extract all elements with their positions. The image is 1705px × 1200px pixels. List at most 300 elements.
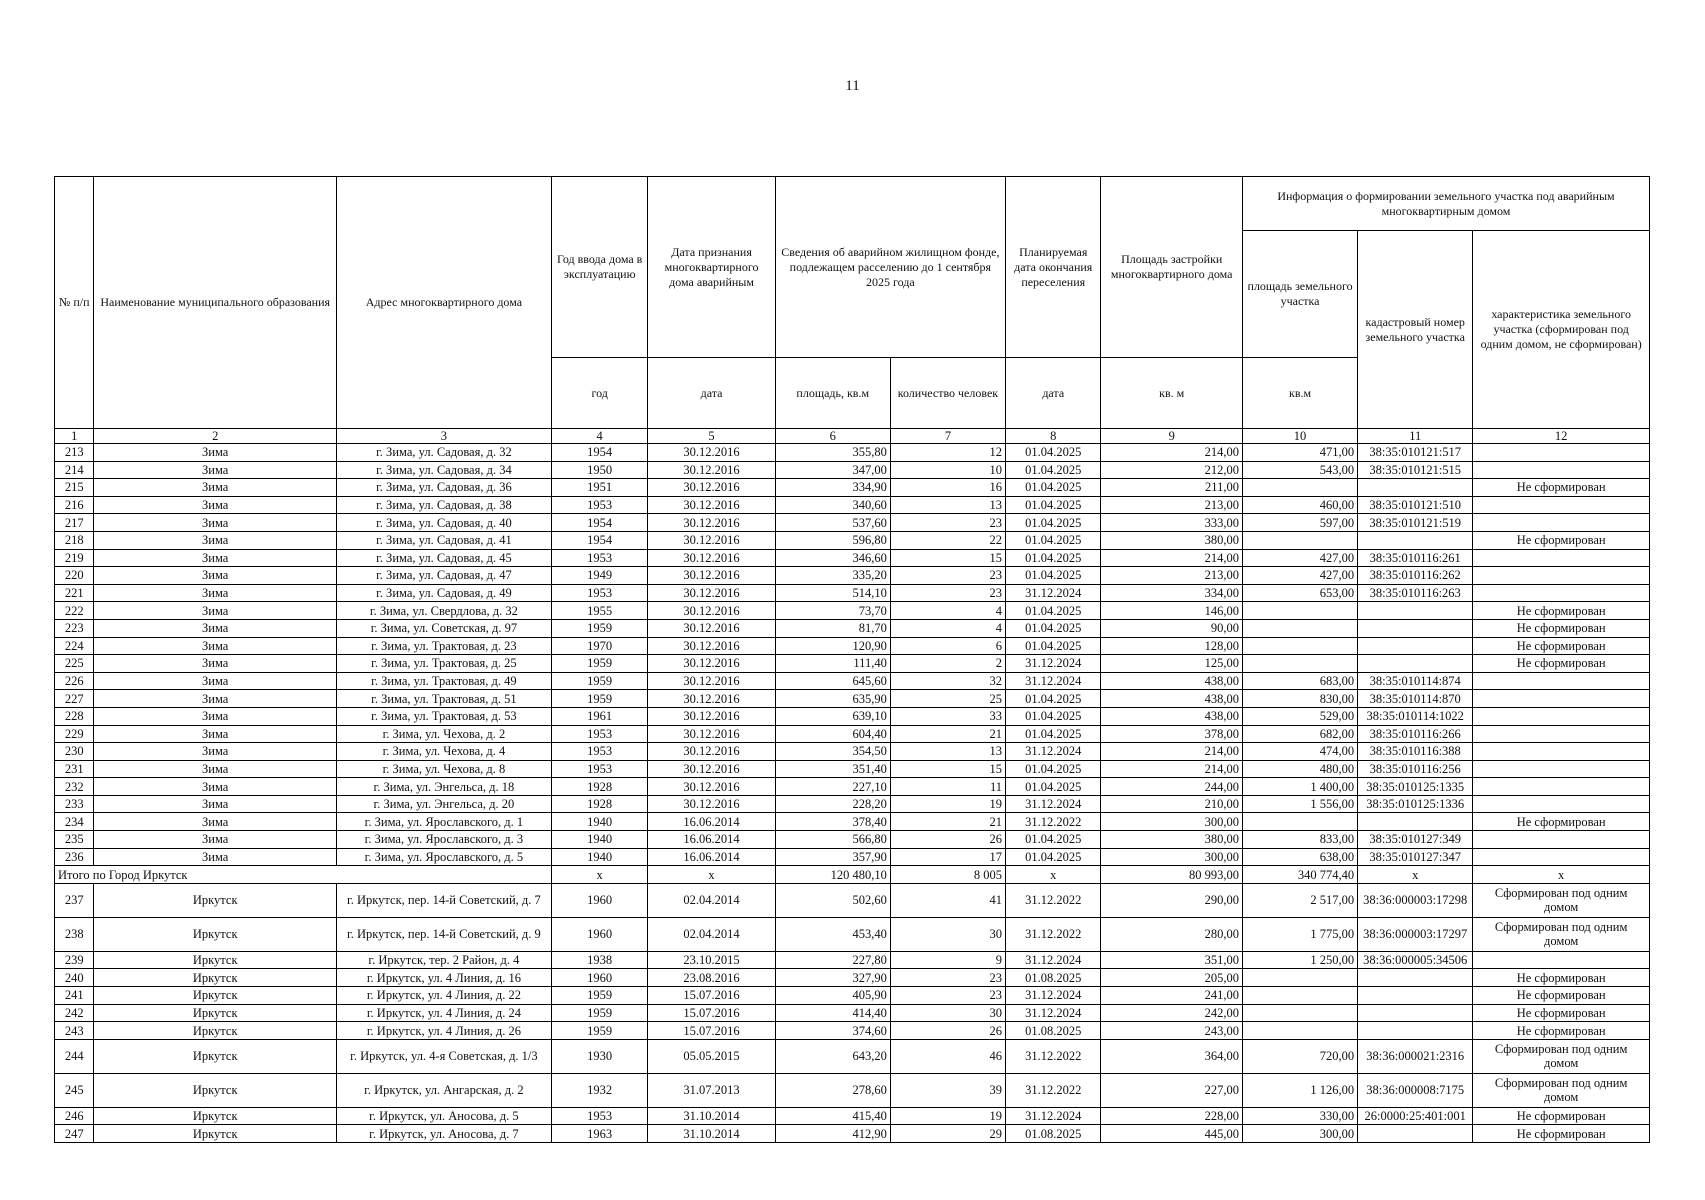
cell-building-area: 380,00: [1101, 531, 1243, 549]
cell-land-area: 830,00: [1242, 690, 1357, 708]
cell-recognition-date: 16.06.2014: [648, 813, 775, 831]
cell-land-area: [1242, 531, 1357, 549]
table-row: [55, 444, 1650, 462]
cell-people: 30: [890, 917, 1005, 951]
cell-planned-date: 31.12.2022: [1006, 917, 1101, 951]
cell-people: 19: [890, 795, 1005, 813]
cell-area: 374,60: [775, 1022, 890, 1040]
table-row: [55, 690, 1650, 708]
cell-land-area: 638,00: [1242, 848, 1357, 866]
column-number: 5: [648, 429, 775, 444]
cell-address: г. Зима, ул. Ярославского, д. 1: [336, 813, 551, 831]
cell-building-area: 290,00: [1101, 883, 1243, 917]
cell-year: 1960: [551, 969, 648, 987]
cell-land-area: 471,00: [1242, 444, 1357, 462]
cell-address: г. Иркутск, ул. 4 Линия, д. 26: [336, 1022, 551, 1040]
cell-people: 9: [890, 951, 1005, 969]
cell-planned-date: 31.12.2024: [1006, 1004, 1101, 1022]
cell-people: 15: [890, 760, 1005, 778]
cell-address: г. Зима, ул. Чехова, д. 4: [336, 743, 551, 761]
table-row: [55, 567, 1650, 585]
header-municipality: Наименование муниципального образования: [94, 177, 336, 429]
table-row: [55, 725, 1650, 743]
cell-planned-date: 31.12.2024: [1006, 743, 1101, 761]
cell-cadastral: [1358, 637, 1473, 655]
cell-area: 357,90: [775, 848, 890, 866]
cell-people: 19: [890, 1107, 1005, 1125]
cell-municipality: Зима: [94, 690, 336, 708]
cell-planned-date: 01.04.2025: [1006, 549, 1101, 567]
header-land-info: Информация о формировании земельного участка под аварийным многоквартирным домом: [1242, 177, 1649, 231]
cell-municipality: Зима: [94, 514, 336, 532]
cell-building-area: 300,00: [1101, 813, 1243, 831]
cell-recognition-date: 30.12.2016: [648, 496, 775, 514]
cell-building-area: 213,00: [1101, 496, 1243, 514]
cell-municipality: Иркутск: [94, 987, 336, 1005]
cell-address: г. Зима, ул. Садовая, д. 45: [336, 549, 551, 567]
cell-cadastral: 38:35:010116:262: [1358, 567, 1473, 585]
cell-recognition-date: 30.12.2016: [648, 567, 775, 585]
cell-area: 278,60: [775, 1073, 890, 1107]
table-row: [55, 917, 1650, 951]
cell-land-area: [1242, 602, 1357, 620]
cell-recognition-date: 30.12.2016: [648, 531, 775, 549]
cell-address: г. Зима, ул. Садовая, д. 41: [336, 531, 551, 549]
cell-municipality: Иркутск: [94, 883, 336, 917]
cell-land-char: Не сформирован: [1473, 602, 1650, 620]
cell-year: 1959: [551, 690, 648, 708]
cell-area: 414,40: [775, 1004, 890, 1022]
cell-planned-date: 01.04.2025: [1006, 602, 1101, 620]
cell-land-char: Не сформирован: [1473, 987, 1650, 1005]
cell-municipality: Зима: [94, 496, 336, 514]
cell-cadastral: 38:35:010114:870: [1358, 690, 1473, 708]
column-number: 11: [1358, 429, 1473, 444]
cell-area: 228,20: [775, 795, 890, 813]
cell-cadastral: [1358, 969, 1473, 987]
cell-people: 13: [890, 743, 1005, 761]
header-planned-date: Планируемая дата окончания переселения: [1006, 177, 1101, 358]
cell-land-area: [1242, 987, 1357, 1005]
cell-year: 1949: [551, 567, 648, 585]
cell-people: 21: [890, 813, 1005, 831]
cell-building-area: 214,00: [1101, 743, 1243, 761]
cell-land-char: [1473, 951, 1650, 969]
cell-row-num: 244: [55, 1039, 94, 1073]
emergency-housing-table: [54, 176, 1650, 1143]
column-number: 9: [1101, 429, 1243, 444]
cell-cadastral: 38:35:010114:874: [1358, 672, 1473, 690]
cell-address: г. Зима, ул. Ярославского, д. 3: [336, 831, 551, 849]
cell-building-area: 214,00: [1101, 444, 1243, 462]
cell-row-num: 246: [55, 1107, 94, 1125]
table-row: [55, 531, 1650, 549]
cell-building-area: 351,00: [1101, 951, 1243, 969]
cell-planned-date: 01.04.2025: [1006, 479, 1101, 497]
cell-building-area: 438,00: [1101, 707, 1243, 725]
cell-people: 15: [890, 549, 1005, 567]
column-number: 12: [1473, 429, 1650, 444]
cell-land-char: Не сформирован: [1473, 1125, 1650, 1143]
cell-land-char: [1473, 725, 1650, 743]
cell-area: 346,60: [775, 549, 890, 567]
cell-building-area: 243,00: [1101, 1022, 1243, 1040]
cell-land-area: [1242, 479, 1357, 497]
cell-people: 16: [890, 479, 1005, 497]
table-row: [55, 987, 1650, 1005]
total-row: [55, 866, 1650, 884]
cell-row-num: 232: [55, 778, 94, 796]
cell-people: 23: [890, 987, 1005, 1005]
cell-building-area: 242,00: [1101, 1004, 1243, 1022]
cell-row-num: 217: [55, 514, 94, 532]
unit-sqm: кв. м: [1101, 358, 1243, 429]
cell-planned-date: 01.04.2025: [1006, 725, 1101, 743]
cell-row-num: 241: [55, 987, 94, 1005]
cell-building-area: 146,00: [1101, 602, 1243, 620]
cell-address: г. Зима, ул. Трактовая, д. 23: [336, 637, 551, 655]
cell-land-char: [1473, 549, 1650, 567]
column-number: 8: [1006, 429, 1101, 444]
cell-year: 1959: [551, 655, 648, 673]
column-number: 6: [775, 429, 890, 444]
cell-municipality: Зима: [94, 672, 336, 690]
cell-planned-date: 01.04.2025: [1006, 690, 1101, 708]
cell-area: 120,90: [775, 637, 890, 655]
cell-planned-date: 01.04.2025: [1006, 760, 1101, 778]
cell-municipality: Иркутск: [94, 1039, 336, 1073]
header-land-area: площадь земельного участка: [1242, 231, 1357, 358]
cell-cadastral: 38:35:010125:1335: [1358, 778, 1473, 796]
cell-row-num: 234: [55, 813, 94, 831]
cell-land-char: [1473, 778, 1650, 796]
cell-cadastral: [1358, 1004, 1473, 1022]
cell-building-area: 380,00: [1101, 831, 1243, 849]
cell-planned-date: 01.04.2025: [1006, 444, 1101, 462]
cell-area: 111,40: [775, 655, 890, 673]
cell-address: г. Зима, ул. Энгельса, д. 20: [336, 795, 551, 813]
cell-recognition-date: 30.12.2016: [648, 760, 775, 778]
cell-area: 340,60: [775, 496, 890, 514]
cell-municipality: Иркутск: [94, 1022, 336, 1040]
cell-cadastral: 38:35:010116:263: [1358, 584, 1473, 602]
cell-area: 227,80: [775, 951, 890, 969]
cell-recognition-date: 31.07.2013: [648, 1073, 775, 1107]
table-row: [55, 672, 1650, 690]
cell-municipality: Иркутск: [94, 917, 336, 951]
total-recognition-date: x: [648, 866, 775, 884]
cell-recognition-date: 30.12.2016: [648, 795, 775, 813]
table-row: [55, 1073, 1650, 1107]
cell-planned-date: 31.12.2024: [1006, 655, 1101, 673]
cell-recognition-date: 30.12.2016: [648, 725, 775, 743]
cell-planned-date: 01.04.2025: [1006, 496, 1101, 514]
cell-people: 32: [890, 672, 1005, 690]
cell-building-area: 214,00: [1101, 760, 1243, 778]
cell-address: г. Зима, ул. Чехова, д. 2: [336, 725, 551, 743]
cell-land-area: 1 126,00: [1242, 1073, 1357, 1107]
cell-area: 596,80: [775, 531, 890, 549]
cell-building-area: 333,00: [1101, 514, 1243, 532]
cell-land-area: 480,00: [1242, 760, 1357, 778]
cell-year: 1970: [551, 637, 648, 655]
column-number: 2: [94, 429, 336, 444]
cell-recognition-date: 30.12.2016: [648, 444, 775, 462]
cell-area: 73,70: [775, 602, 890, 620]
cell-address: г. Зима, ул. Советская, д. 97: [336, 619, 551, 637]
cell-row-num: 220: [55, 567, 94, 585]
cell-year: 1932: [551, 1073, 648, 1107]
cell-area: 415,40: [775, 1107, 890, 1125]
cell-year: 1940: [551, 831, 648, 849]
cell-building-area: 210,00: [1101, 795, 1243, 813]
cell-land-area: 597,00: [1242, 514, 1357, 532]
cell-recognition-date: 15.07.2016: [648, 1004, 775, 1022]
cell-municipality: Иркутск: [94, 1073, 336, 1107]
header-land-char: характеристика земельного участка (сформирован под одним домом, не сформирован): [1473, 231, 1650, 429]
cell-recognition-date: 02.04.2014: [648, 883, 775, 917]
cell-area: 639,10: [775, 707, 890, 725]
cell-area: 604,40: [775, 725, 890, 743]
cell-land-area: 683,00: [1242, 672, 1357, 690]
cell-cadastral: 38:35:010121:510: [1358, 496, 1473, 514]
cell-cadastral: 38:36:000008:7175: [1358, 1073, 1473, 1107]
cell-row-num: 224: [55, 637, 94, 655]
cell-cadastral: [1358, 602, 1473, 620]
cell-land-area: 427,00: [1242, 567, 1357, 585]
cell-cadastral: 38:36:000005:34506: [1358, 951, 1473, 969]
cell-land-char: [1473, 690, 1650, 708]
cell-municipality: Иркутск: [94, 969, 336, 987]
cell-cadastral: [1358, 987, 1473, 1005]
cell-year: 1959: [551, 1022, 648, 1040]
cell-land-area: [1242, 1004, 1357, 1022]
cell-municipality: Иркутск: [94, 1125, 336, 1143]
table-row: [55, 1004, 1650, 1022]
unit-sqm-land: кв.м: [1242, 358, 1357, 429]
cell-building-area: 445,00: [1101, 1125, 1243, 1143]
cell-building-area: 214,00: [1101, 549, 1243, 567]
cell-recognition-date: 30.12.2016: [648, 743, 775, 761]
total-land-char: x: [1473, 866, 1650, 884]
cell-land-char: [1473, 444, 1650, 462]
cell-municipality: Зима: [94, 531, 336, 549]
cell-people: 13: [890, 496, 1005, 514]
table-row: [55, 951, 1650, 969]
cell-people: 22: [890, 531, 1005, 549]
total-planned-date: x: [1006, 866, 1101, 884]
cell-area: 378,40: [775, 813, 890, 831]
cell-land-char: Не сформирован: [1473, 1004, 1650, 1022]
unit-year: год: [551, 358, 648, 429]
table-row: [55, 795, 1650, 813]
cell-land-char: [1473, 567, 1650, 585]
cell-recognition-date: 15.07.2016: [648, 987, 775, 1005]
header-address: Адрес многоквартирного дома: [336, 177, 551, 429]
total-people: 8 005: [890, 866, 1005, 884]
cell-planned-date: 31.12.2024: [1006, 1107, 1101, 1125]
cell-planned-date: 01.04.2025: [1006, 848, 1101, 866]
cell-address: г. Зима, ул. Энгельса, д. 18: [336, 778, 551, 796]
cell-planned-date: 31.12.2022: [1006, 883, 1101, 917]
table-row: [55, 479, 1650, 497]
cell-planned-date: 01.08.2025: [1006, 1125, 1101, 1143]
table-row: [55, 778, 1650, 796]
cell-land-char: Не сформирован: [1473, 637, 1650, 655]
cell-building-area: 205,00: [1101, 969, 1243, 987]
cell-people: 23: [890, 584, 1005, 602]
table-row: [55, 883, 1650, 917]
cell-recognition-date: 30.12.2016: [648, 584, 775, 602]
cell-municipality: Зима: [94, 619, 336, 637]
cell-area: 502,60: [775, 883, 890, 917]
cell-land-char: Не сформирован: [1473, 619, 1650, 637]
cell-row-num: 230: [55, 743, 94, 761]
header-cadastral: кадастровый номер земельного участка: [1358, 231, 1473, 429]
cell-recognition-date: 30.12.2016: [648, 479, 775, 497]
cell-year: 1960: [551, 917, 648, 951]
header-recognition-date: Дата признания многоквартирного дома аварийным: [648, 177, 775, 358]
cell-recognition-date: 30.12.2016: [648, 690, 775, 708]
cell-row-num: 226: [55, 672, 94, 690]
cell-land-char: [1473, 795, 1650, 813]
column-number-row: [55, 429, 1650, 444]
cell-building-area: 128,00: [1101, 637, 1243, 655]
cell-people: 30: [890, 1004, 1005, 1022]
cell-building-area: 334,00: [1101, 584, 1243, 602]
table-row: [55, 584, 1650, 602]
cell-year: 1940: [551, 848, 648, 866]
cell-municipality: Зима: [94, 602, 336, 620]
cell-land-char: Сформирован под одним домом: [1473, 883, 1650, 917]
cell-cadastral: 38:36:000003:17298: [1358, 883, 1473, 917]
cell-year: 1954: [551, 531, 648, 549]
cell-people: 4: [890, 602, 1005, 620]
cell-recognition-date: 23.08.2016: [648, 969, 775, 987]
cell-land-char: Не сформирован: [1473, 655, 1650, 673]
cell-address: г. Зима, ул. Садовая, д. 32: [336, 444, 551, 462]
cell-year: 1953: [551, 743, 648, 761]
cell-land-char: [1473, 584, 1650, 602]
cell-year: 1950: [551, 461, 648, 479]
cell-cadastral: 38:35:010127:347: [1358, 848, 1473, 866]
total-area: 120 480,10: [775, 866, 890, 884]
cell-people: 23: [890, 567, 1005, 585]
table-body: [55, 429, 1650, 1143]
cell-people: 23: [890, 969, 1005, 987]
cell-municipality: Зима: [94, 567, 336, 585]
cell-year: 1953: [551, 549, 648, 567]
cell-address: г. Зима, ул. Трактовая, д. 53: [336, 707, 551, 725]
cell-land-area: [1242, 969, 1357, 987]
cell-municipality: Зима: [94, 743, 336, 761]
cell-municipality: Зима: [94, 655, 336, 673]
cell-land-char: [1473, 496, 1650, 514]
cell-year: 1953: [551, 496, 648, 514]
cell-building-area: 212,00: [1101, 461, 1243, 479]
cell-municipality: Зима: [94, 725, 336, 743]
page-number: 11: [845, 78, 860, 94]
cell-people: 25: [890, 690, 1005, 708]
table-row: [55, 549, 1650, 567]
cell-recognition-date: 02.04.2014: [648, 917, 775, 951]
cell-planned-date: 01.04.2025: [1006, 778, 1101, 796]
cell-address: г. Иркутск, тер. 2 Район, д. 4: [336, 951, 551, 969]
cell-land-char: Не сформирован: [1473, 1022, 1650, 1040]
cell-address: г. Иркутск, ул. 4 Линия, д. 16: [336, 969, 551, 987]
cell-building-area: 90,00: [1101, 619, 1243, 637]
column-number: 4: [551, 429, 648, 444]
cell-planned-date: 01.08.2025: [1006, 1022, 1101, 1040]
cell-land-area: [1242, 619, 1357, 637]
cell-year: 1928: [551, 778, 648, 796]
cell-people: 21: [890, 725, 1005, 743]
cell-row-num: 245: [55, 1073, 94, 1107]
cell-building-area: 364,00: [1101, 1039, 1243, 1073]
cell-row-num: 236: [55, 848, 94, 866]
cell-municipality: Зима: [94, 778, 336, 796]
cell-cadastral: 38:35:010125:1336: [1358, 795, 1473, 813]
cell-land-area: [1242, 655, 1357, 673]
cell-row-num: 229: [55, 725, 94, 743]
cell-recognition-date: 16.06.2014: [648, 848, 775, 866]
cell-planned-date: 01.04.2025: [1006, 637, 1101, 655]
cell-land-area: 300,00: [1242, 1125, 1357, 1143]
cell-year: 1959: [551, 987, 648, 1005]
cell-row-num: 239: [55, 951, 94, 969]
cell-address: г. Зима, ул. Трактовая, д. 51: [336, 690, 551, 708]
cell-building-area: 227,00: [1101, 1073, 1243, 1107]
cell-municipality: Зима: [94, 831, 336, 849]
cell-year: 1963: [551, 1125, 648, 1143]
cell-row-num: 215: [55, 479, 94, 497]
cell-planned-date: 01.04.2025: [1006, 514, 1101, 532]
total-year: x: [551, 866, 648, 884]
cell-cadastral: 38:35:010127:349: [1358, 831, 1473, 849]
cell-year: 1940: [551, 813, 648, 831]
table-row: [55, 637, 1650, 655]
cell-land-char: Сформирован под одним домом: [1473, 1073, 1650, 1107]
cell-year: 1961: [551, 707, 648, 725]
table-row: [55, 496, 1650, 514]
cell-people: 39: [890, 1073, 1005, 1107]
total-building-area: 80 993,00: [1101, 866, 1243, 884]
cell-land-area: 833,00: [1242, 831, 1357, 849]
cell-year: 1953: [551, 760, 648, 778]
cell-people: 10: [890, 461, 1005, 479]
cell-municipality: Зима: [94, 479, 336, 497]
cell-area: 227,10: [775, 778, 890, 796]
cell-people: 12: [890, 444, 1005, 462]
cell-land-char: Не сформирован: [1473, 479, 1650, 497]
cell-address: г. Иркутск, пер. 14-й Советский, д. 7: [336, 883, 551, 917]
cell-year: 1954: [551, 514, 648, 532]
cell-year: 1960: [551, 883, 648, 917]
header-year-built: Год ввода дома в эксплуатацию: [551, 177, 648, 358]
cell-land-char: Не сформирован: [1473, 969, 1650, 987]
cell-address: г. Зима, ул. Садовая, д. 49: [336, 584, 551, 602]
cell-land-char: [1473, 831, 1650, 849]
cell-municipality: Зима: [94, 461, 336, 479]
cell-year: 1928: [551, 795, 648, 813]
table-row: [55, 1039, 1650, 1073]
cell-year: 1953: [551, 725, 648, 743]
cell-row-num: 225: [55, 655, 94, 673]
cell-people: 29: [890, 1125, 1005, 1143]
cell-area: 405,90: [775, 987, 890, 1005]
cell-recognition-date: 16.06.2014: [648, 831, 775, 849]
cell-people: 26: [890, 1022, 1005, 1040]
